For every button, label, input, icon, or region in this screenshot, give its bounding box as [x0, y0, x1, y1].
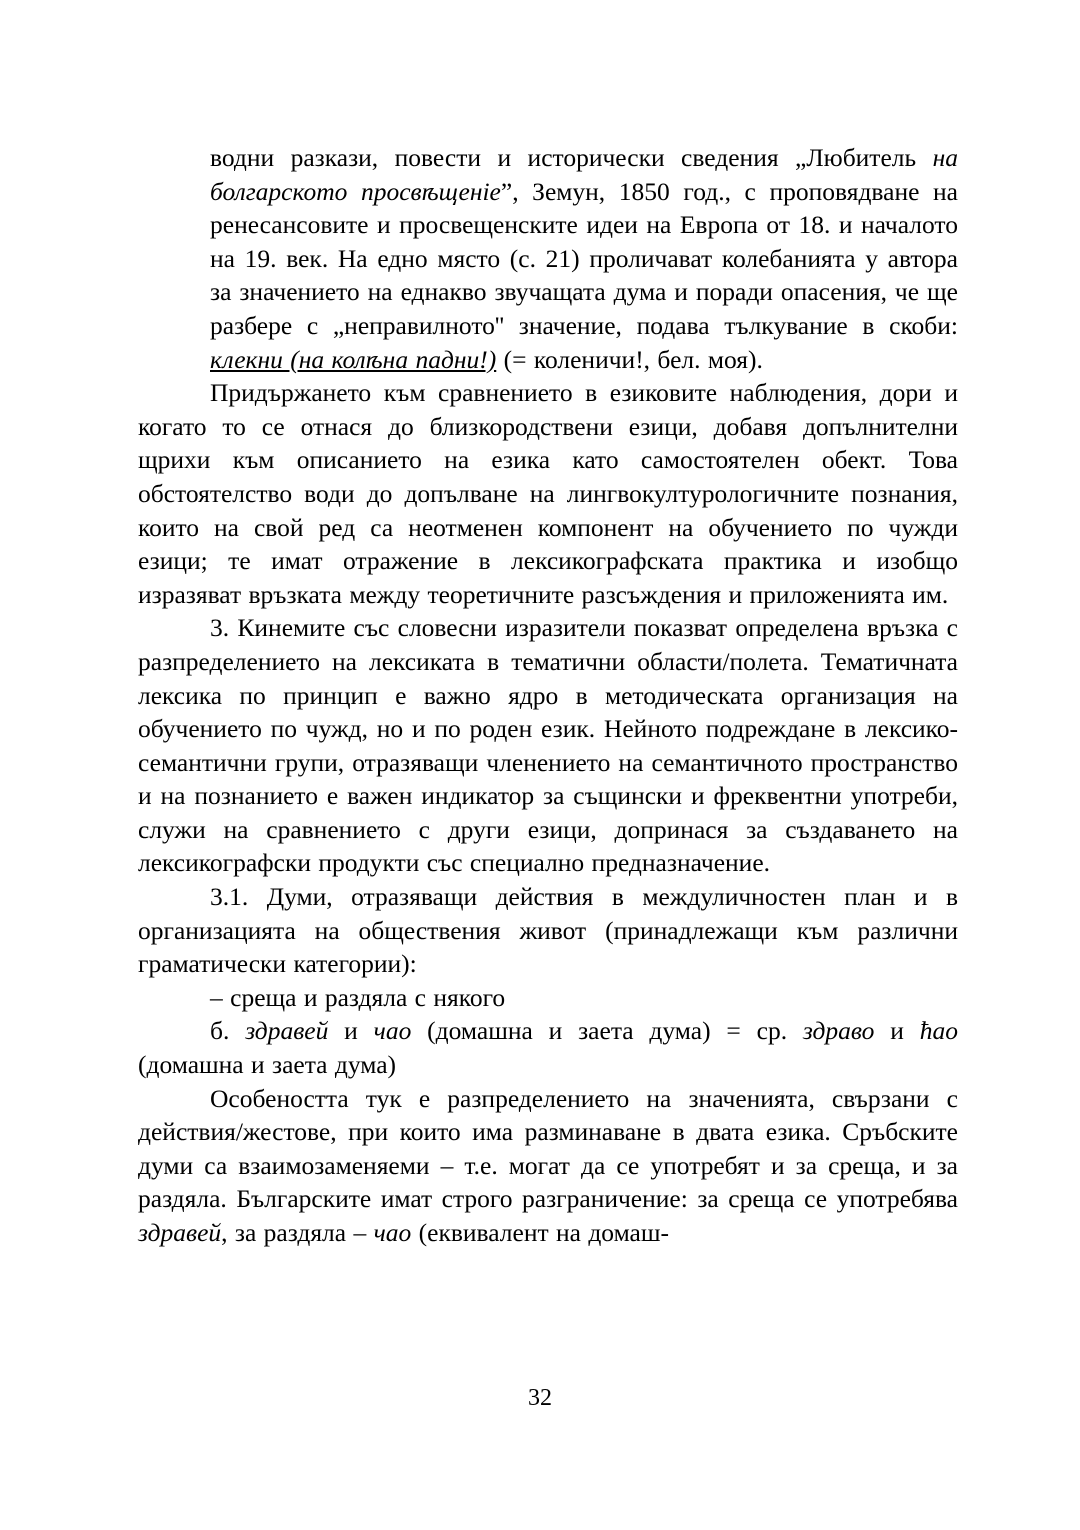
text-block — [138, 141, 958, 1250]
page-number: 32 — [528, 1385, 552, 1411]
text-run: ћао — [919, 1016, 958, 1046]
paragraph-5 — [138, 981, 958, 1015]
text-run: ”, Земун, 1850 год., с проповядване на ренесансовите и просвещенските идеи на Европа от 18. и началото на 19. век. На едно място (с. 21) проличават колебанията у автора за значението на еднакво звучащата дума и поради опасения, че ще разбере с „неправилното'' значение, подава тълкувание в скоби: — [210, 176, 958, 340]
paragraph-6 — [138, 1014, 958, 1081]
quote-paragraph — [210, 141, 958, 376]
paragraph-3 — [138, 611, 958, 880]
text-run: чао — [373, 1016, 412, 1046]
text-run: (домашна и заета дума) — [138, 1050, 397, 1080]
text-run: на болгарското просвѣщеніе — [210, 143, 959, 206]
text-run: Придържането към сравнението в езиковите наблюдения, дори и когато то се отнася до близкородствени езици, добавя допълнителни щрихи към описанието на езика като самостоятелен обект. Това обстоятелство води до допълване на лингвокултурологичните познания, които на свой ред са неотменен компонент на обучението по чужди езици; те имат отражение в лексикографската практика и изобщо изразяват връзката между теоретичните разсъждения и приложенията им. — [138, 378, 958, 609]
text-run: клекни (на колѣна падни!) — [210, 344, 497, 374]
text-run: 3.1. Думи, отразяващи действия в междуличностен план и в организацията на обществения живот (принадлежащи към различни граматически категории): — [138, 882, 958, 979]
text-run: здравей — [138, 1218, 222, 1247]
text-run: б. — [210, 1016, 246, 1046]
text-run: , за раздяла – — [221, 1218, 374, 1247]
paragraph-7 — [138, 1082, 958, 1250]
text-run: – среща и раздяла с някого — [210, 982, 506, 1012]
text-run: и — [328, 1016, 374, 1046]
text-run: (еквивалент на домаш- — [411, 1218, 669, 1247]
text-run: (= коленичи!, бел. моя). — [496, 344, 763, 374]
text-run: здраво — [802, 1016, 875, 1046]
text-run: чао — [373, 1218, 412, 1247]
text-run: Особеността тук е разпределението на значенията, свързани с действия/жестове, при които има разминаване в двата езика. Сръбските думи са взаимозаменяеми – т.е. могат да се употребят и за среща, и за раздяла. Българските имат строго разграничение: за среща се употребява — [138, 1083, 958, 1214]
text-run: здравей — [245, 1016, 329, 1046]
text-run: и — [874, 1016, 920, 1046]
text-run — [916, 143, 932, 172]
text-run: (домашна и заета дума) = ср. — [411, 1016, 803, 1046]
paragraph-4 — [138, 880, 958, 981]
text-run: 3. Кинемите със словесни изразители показват определена връзка с разпределението на лексиката в тематични области/полета. Тематичната лексика по принцип е важно ядро в методическата организация на обучението по чужд, но и по роден език. Нейното подреждане в лексико-семантични групи, отразяващи членението на семантичното пространство и на познанието е важен индикатор за същински и фреквентни употреби, служи на сравнението с други езици, допринася за създаването на лексикографски продукти със специално предназначение. — [138, 613, 958, 878]
paragraph-2 — [138, 376, 958, 611]
text-run: водни разкази, повести и исторически сведения „Любитель — [210, 143, 917, 172]
